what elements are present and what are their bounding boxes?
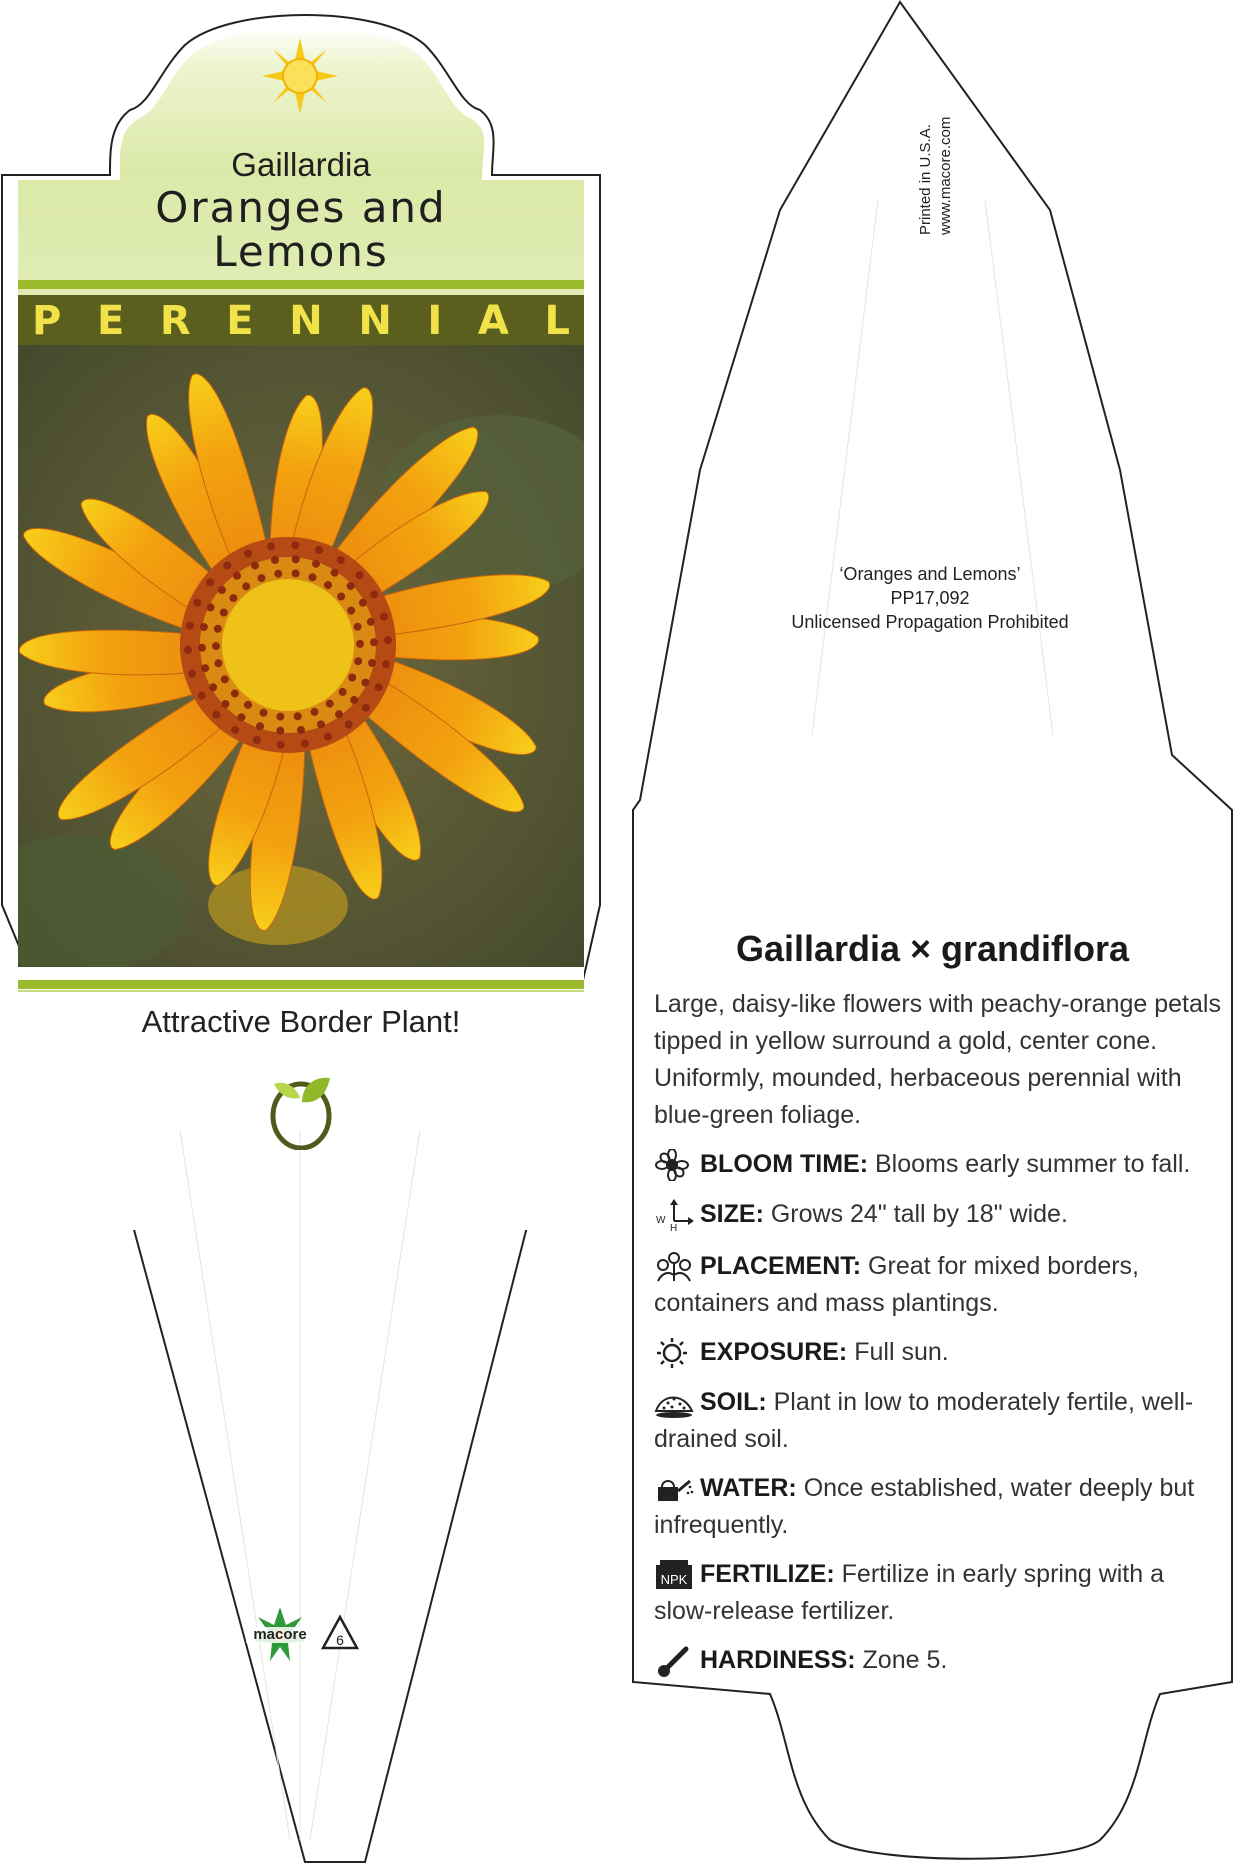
plant-description: Large, daisy-like flowers with peachy-orange petals tipped in yellow surround a gold, center cone. Uniformly, mounded, herbaceous perennial with blue-green foliage. xyxy=(654,990,1221,1129)
category-letter: L xyxy=(544,298,570,344)
seed-dot xyxy=(292,569,300,577)
seed-dot xyxy=(209,683,217,691)
seed-dot xyxy=(206,578,214,586)
seed-dot xyxy=(212,642,220,650)
seed-dot xyxy=(198,692,206,700)
category-letter: E xyxy=(226,298,254,344)
seed-dot xyxy=(294,712,302,720)
care-label: SIZE: xyxy=(700,1200,764,1228)
seed-dot xyxy=(375,683,383,691)
sprout-logo-icon xyxy=(266,1068,336,1150)
care-label: FERTILIZE: xyxy=(700,1560,835,1588)
seed-dot xyxy=(212,711,220,719)
npk-icon xyxy=(654,1559,694,1591)
seed-dot xyxy=(221,700,229,708)
seed-dot xyxy=(267,542,275,550)
seed-dot xyxy=(186,622,194,630)
patent-cultivar: ‘Oranges and Lemons’ xyxy=(839,564,1021,584)
category-letter: E xyxy=(96,298,125,344)
seed-dot xyxy=(184,646,192,654)
seed-dot xyxy=(312,560,320,568)
category-letter: N xyxy=(358,298,392,344)
soil-icon xyxy=(654,1387,694,1419)
patent-number: PP17,092 xyxy=(890,588,970,608)
seed-dot xyxy=(231,726,239,734)
care-label: HARDINESS: xyxy=(700,1646,856,1674)
seed-dot xyxy=(188,670,196,678)
seed-dot xyxy=(354,623,362,631)
care-text: Zone 5. xyxy=(855,1646,948,1674)
seed-dot xyxy=(326,700,334,708)
seed-dot xyxy=(277,741,285,749)
seed-dot xyxy=(221,675,229,683)
seed-dot xyxy=(361,679,369,687)
tagline: Attractive Border Plant! xyxy=(141,1004,461,1039)
seed-dot xyxy=(380,613,388,621)
seed-dot xyxy=(271,556,279,564)
seed-dot xyxy=(350,696,358,704)
seed-dot xyxy=(274,570,282,578)
care-label: SOIL: xyxy=(700,1388,767,1416)
seed-dot xyxy=(345,721,353,729)
seed-dot xyxy=(382,660,390,668)
seed-dot xyxy=(214,659,222,667)
website-url: www.macore.com xyxy=(937,116,954,235)
seed-dot xyxy=(198,644,206,652)
category-letter: P xyxy=(32,298,62,344)
care-row-hardiness xyxy=(654,1642,1219,1679)
care-text: Grows 24" tall by 18" wide. xyxy=(763,1200,1068,1228)
care-row-soil xyxy=(654,1384,1219,1458)
seed-dot xyxy=(260,709,268,717)
flower-photo xyxy=(18,345,584,967)
seed-dot xyxy=(237,713,245,721)
care-text: Fertilize in early spring with a slow-release fertilizer. xyxy=(654,1560,1165,1625)
seed-dot xyxy=(256,722,264,730)
seed-dot xyxy=(311,708,319,716)
seed-dot xyxy=(258,574,266,582)
care-row-bloom xyxy=(654,1146,1219,1183)
sun-icon xyxy=(262,38,338,114)
care-row-placement xyxy=(654,1248,1219,1322)
seed-dot xyxy=(335,710,343,718)
care-text: Plant in low to moderately fertile, well-drained soil. xyxy=(654,1388,1194,1453)
seed-dot xyxy=(253,736,261,744)
care-row-size xyxy=(654,1196,1219,1233)
care-label: EXPOSURE: xyxy=(700,1338,848,1366)
seed-dot xyxy=(223,562,231,570)
macore-logo-text: macore xyxy=(253,1626,307,1643)
seed-dot xyxy=(337,556,345,564)
seed-dot xyxy=(233,572,241,580)
seed-dot xyxy=(356,640,364,648)
placement-icon xyxy=(654,1251,694,1283)
care-text: Once established, water deeply but infrequently. xyxy=(654,1474,1195,1539)
seed-dot xyxy=(356,571,364,579)
seed-dot xyxy=(309,573,317,581)
seed-dot xyxy=(315,546,323,554)
seed-dot xyxy=(251,562,259,570)
care-row-water xyxy=(654,1470,1219,1544)
seed-dot xyxy=(339,688,347,696)
seed-dot xyxy=(348,674,356,682)
seed-dot xyxy=(331,569,339,577)
seed-dot xyxy=(207,603,215,611)
seed-dot xyxy=(218,586,226,594)
seed-dot xyxy=(292,555,300,563)
height-letter: H xyxy=(670,1223,678,1232)
patent-notice: Unlicensed Propagation Prohibited xyxy=(791,612,1069,632)
care-row-fertilize xyxy=(654,1556,1219,1630)
care-text: Great for mixed borders, containers and mass plantings. xyxy=(654,1252,1139,1317)
seed-dot xyxy=(276,713,284,721)
printed-info xyxy=(916,95,954,235)
seed-dot xyxy=(347,607,355,615)
seed-dot xyxy=(220,609,228,617)
seed-dot xyxy=(244,701,252,709)
category-letter: A xyxy=(477,298,509,344)
seed-dot xyxy=(362,704,370,712)
seed-dot xyxy=(324,733,332,741)
recycle-icon xyxy=(320,1614,360,1652)
category-letter: R xyxy=(159,298,191,344)
seed-dot xyxy=(201,664,209,672)
scientific-name: Gaillardia × grandiflora xyxy=(735,928,1130,969)
seed-dot xyxy=(317,720,325,728)
seed-dot xyxy=(297,726,305,734)
seed-dot xyxy=(229,594,237,602)
seed-dot xyxy=(242,582,250,590)
cultivar-title: Oranges and Lemons xyxy=(155,183,447,276)
seed-dot xyxy=(370,638,378,646)
seed-dot xyxy=(384,636,392,644)
care-text: Full sun. xyxy=(847,1338,949,1366)
sun-outline-icon xyxy=(654,1337,694,1369)
category-banner xyxy=(18,295,584,347)
seed-dot xyxy=(276,727,284,735)
npk-text: NPK xyxy=(660,1572,688,1588)
seed-dot xyxy=(367,618,375,626)
seed-dot xyxy=(291,541,299,549)
category-letter: I xyxy=(427,298,443,344)
watering-can-icon xyxy=(654,1473,694,1505)
seed-dot xyxy=(244,549,252,557)
care-text: Blooms early summer to fall. xyxy=(868,1150,1191,1178)
seed-dot xyxy=(324,581,332,589)
recycle-number: 6 xyxy=(336,1632,344,1648)
seed-dot xyxy=(214,625,222,633)
category-letter: N xyxy=(289,298,323,344)
care-label: BLOOM TIME: xyxy=(700,1150,869,1178)
care-label: WATER: xyxy=(700,1474,797,1502)
flower-icon xyxy=(654,1149,694,1181)
genus-title: Gaillardia xyxy=(231,146,371,183)
patent-block xyxy=(700,562,1160,634)
width-letter: W xyxy=(656,1215,666,1227)
seed-dot xyxy=(368,659,376,667)
thermometer-icon xyxy=(654,1645,694,1677)
size-arrows-icon xyxy=(654,1199,694,1231)
care-row-exposure xyxy=(654,1334,1219,1371)
care-label: PLACEMENT: xyxy=(700,1252,862,1280)
seed-dot xyxy=(370,590,378,598)
seed-dot xyxy=(231,690,239,698)
printed-in-usa: Printed in U.S.A. xyxy=(917,124,934,235)
seed-dot xyxy=(359,599,367,607)
seed-dot xyxy=(301,740,309,748)
seed-dot xyxy=(193,599,201,607)
seed-dot xyxy=(354,657,362,665)
seed-dot xyxy=(347,582,355,590)
seed-dot xyxy=(200,623,208,631)
seed-dot xyxy=(337,593,345,601)
